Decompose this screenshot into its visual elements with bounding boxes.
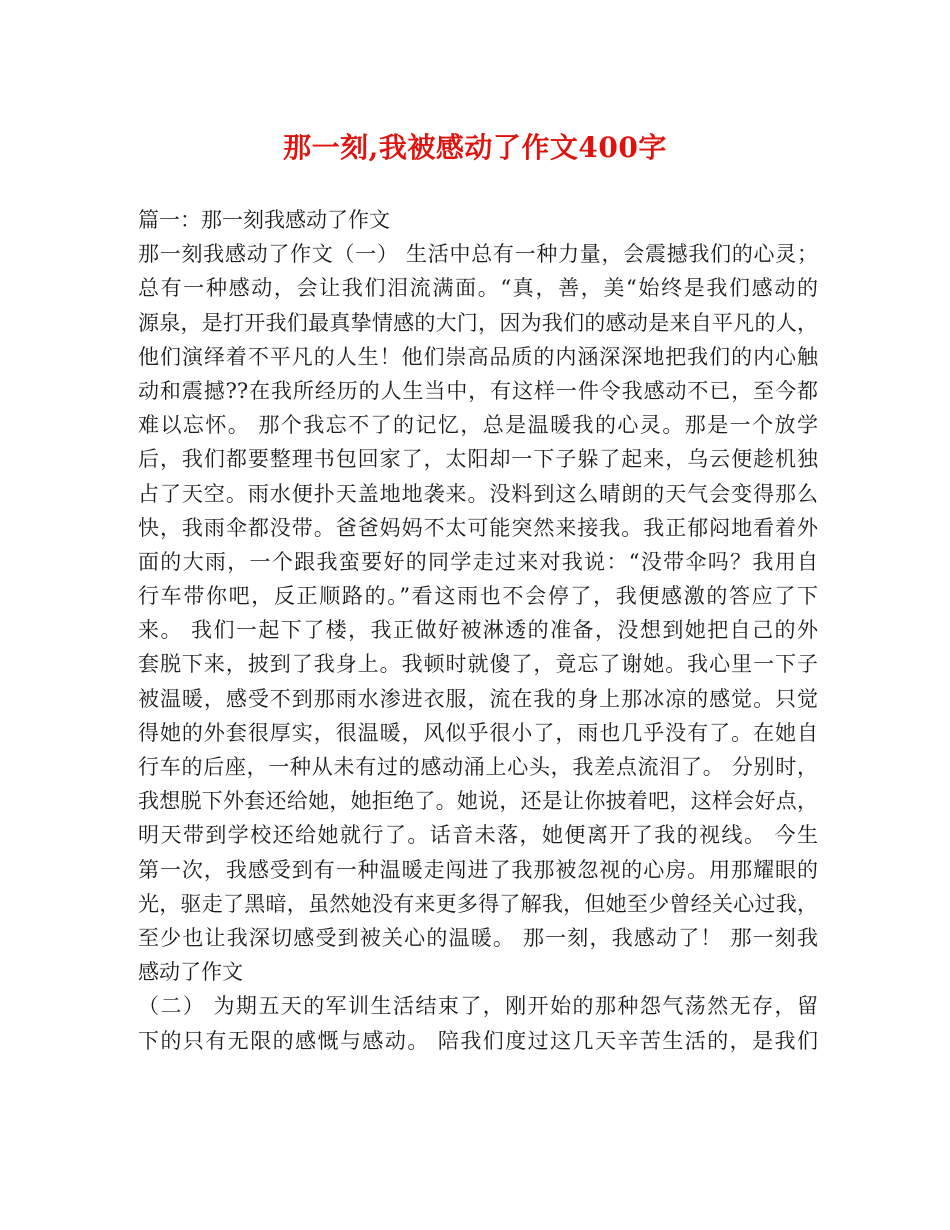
body-line: 来。 我们一起下了楼，我正做好被淋透的准备，没想到她把自己的外 <box>138 618 818 643</box>
body-line: 被温暖，感受不到那雨水渗进衣服，流在我的身上那冰凉的感觉。只觉 <box>138 686 818 711</box>
body-line: 快，我雨伞都没带。爸爸妈妈不太可能突然来接我。我正郁闷地看着外 <box>138 515 818 540</box>
body-line: 行车的后座，一种从未有过的感动涌上心头，我差点流泪了。 分别时， <box>138 755 818 779</box>
body-line: 动和震撼??在我所经历的人生当中，有这样一件令我感动不已，至今都 <box>138 378 818 403</box>
body-line: 行车带你吧，反正顺路的。”看这雨也不会停了，我便感激的答应了下 <box>138 584 818 609</box>
body-line: 占了天空。雨水便扑天盖地地袭来。没料到这么晴朗的天气会变得那么 <box>138 481 818 506</box>
body-line: 下的只有无限的感慨与感动。 陪我们度过这几天辛苦生活的，是我们 <box>138 1028 818 1053</box>
body-line: 源泉，是打开我们最真挚情感的大门，因为我们的感动是来自平凡的人， <box>138 310 818 335</box>
body-line: 那一刻我感动了作文（一） 生活中总有一种力量，会震撼我们的心灵； <box>138 242 818 267</box>
body-line: 总有一种感动，会让我们泪流满面。“真，善，美“始终是我们感动的 <box>138 276 818 301</box>
body-line: 至少也让我深切感受到被关心的温暖。 那一刻，我感动了！ 那一刻我 <box>138 925 818 950</box>
body-line: 难以忘怀。 那个我忘不了的记忆，总是温暖我的心灵。那是一个放学 <box>138 413 818 438</box>
body-line: 感动了作文 <box>138 960 243 985</box>
body-line: （二） 为期五天的军训生活结束了，刚开始的那种怨气荡然无存，留 <box>138 994 818 1019</box>
body-line: 第一次，我感受到有一种温暖走闯进了我那被忽视的心房。用那耀眼的 <box>138 857 818 882</box>
body-line: 得她的外套很厚实，很温暖，风似乎很小了，雨也几乎没有了。在她自 <box>138 720 818 745</box>
body-line: 他们演绎着不平凡的人生！他们崇高品质的内涵深深地把我们的内心触 <box>138 344 818 369</box>
section-heading: 篇一：那一刻我感动了作文 <box>138 208 390 232</box>
body-line: 明天带到学校还给她就行了。话音未落，她便离开了我的视线。 今生 <box>138 823 818 848</box>
document-body <box>138 203 818 1058</box>
body-line: 套脱下来，披到了我身上。我顿时就傻了，竟忘了谢她。我心里一下子 <box>138 652 818 677</box>
body-line: 面的大雨，一个跟我蛮要好的同学走过来对我说：“没带伞吗？我用自 <box>138 549 818 574</box>
body-line: 我想脱下外套还给她，她拒绝了。她说，还是让你披着吧，这样会好点， <box>138 789 818 814</box>
body-line: 后，我们都要整理书包回家了，太阳却一下子躲了起来，乌云便趁机独 <box>138 447 818 472</box>
body-line: 光，驱走了黑暗，虽然她没有来更多得了解我，但她至少曾经关心过我， <box>138 891 818 916</box>
document-title: 那一刻,我被感动了作文400字 <box>283 131 667 164</box>
